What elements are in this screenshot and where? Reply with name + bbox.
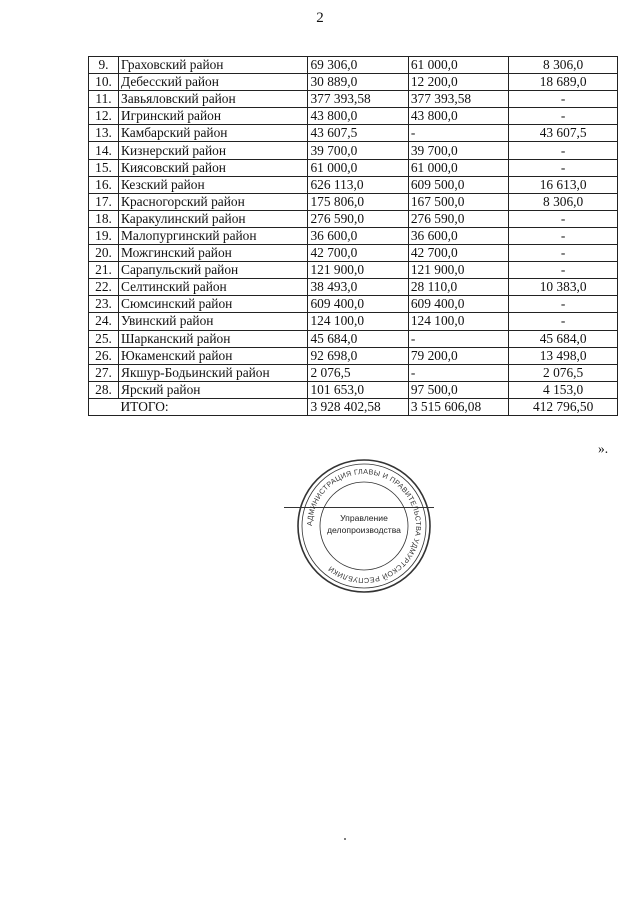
total-amount: 121 900,0 [308,262,408,279]
district-name: Граховский район [119,57,308,74]
amount-col3: - [509,108,618,125]
row-number: 12. [89,108,119,125]
total-amount: 609 400,0 [308,296,408,313]
amount-col2: 61 000,0 [408,57,508,74]
table-row [89,176,618,193]
total-value-3: 412 796,50 [509,398,618,415]
amount-col3: - [509,313,618,330]
row-number: 13. [89,125,119,142]
district-name: Игринский район [119,108,308,125]
total-amount: 61 000,0 [308,159,408,176]
official-seal [296,458,432,594]
row-number: 16. [89,176,119,193]
total-amount: 36 600,0 [308,227,408,244]
amount-col2: 167 500,0 [408,193,508,210]
total-amount: 377 393,58 [308,91,408,108]
district-name: Красногорский район [119,193,308,210]
total-amount: 69 306,0 [308,57,408,74]
table-row [89,91,618,108]
amount-col2: 609 500,0 [408,176,508,193]
total-value-1: 3 928 402,58 [308,398,408,415]
total-amount: 626 113,0 [308,176,408,193]
row-number: 14. [89,142,119,159]
district-name: Кизнерский район [119,142,308,159]
table-row [89,262,618,279]
amount-col3: 18 689,0 [509,74,618,91]
table-body [89,57,618,416]
total-label: ИТОГО: [119,398,308,415]
district-name: Дебесский район [119,74,308,91]
total-amount: 175 806,0 [308,193,408,210]
total-amount: 39 700,0 [308,142,408,159]
amount-col2: 97 500,0 [408,381,508,398]
table-row [89,313,618,330]
budget-table [88,56,618,416]
table-row [89,330,618,347]
total-row [89,398,618,415]
table-row [89,57,618,74]
row-number: 25. [89,330,119,347]
amount-col2: 42 700,0 [408,245,508,262]
district-name: Завьяловский район [119,91,308,108]
amount-col3: - [509,159,618,176]
amount-col3: - [509,142,618,159]
row-number: 10. [89,74,119,91]
table-row [89,159,618,176]
district-name: Сюмсинский район [119,296,308,313]
table-row [89,142,618,159]
table-row [89,108,618,125]
district-name: Сарапульский район [119,262,308,279]
table-row [89,227,618,244]
table-row [89,279,618,296]
row-number: 15. [89,159,119,176]
amount-col2: 61 000,0 [408,159,508,176]
row-number: 20. [89,245,119,262]
total-amount: 45 684,0 [308,330,408,347]
total-amount: 92 698,0 [308,347,408,364]
amount-col3: - [509,227,618,244]
total-amount: 43 607,5 [308,125,408,142]
district-name: Якшур-Бодьинский район [119,364,308,381]
total-amount: 2 076,5 [308,364,408,381]
amount-col2: 12 200,0 [408,74,508,91]
district-name: Камбарский район [119,125,308,142]
page-number: 2 [316,10,324,26]
amount-col3: 43 607,5 [509,125,618,142]
seal-ring-text: АДМИНИСТРАЦИЯ ГЛАВЫ И ПРАВИТЕЛЬСТВА УДМУРТСКОЙ РЕСПУБЛИКИ [304,466,424,586]
amount-col2: 28 110,0 [408,279,508,296]
amount-col3: 4 153,0 [509,381,618,398]
amount-col2: 36 600,0 [408,227,508,244]
seal-center-line1: Управление [340,513,388,523]
amount-col3: - [509,210,618,227]
row-number: 17. [89,193,119,210]
district-name: Ярский район [119,381,308,398]
amount-col2: - [408,330,508,347]
table-row [89,347,618,364]
seal-center-line2: делопроизводства [327,525,401,535]
row-number: 9. [89,57,119,74]
table-row [89,364,618,381]
row-number: 23. [89,296,119,313]
amount-col3: 13 498,0 [509,347,618,364]
row-number: 11. [89,91,119,108]
amount-col2: 39 700,0 [408,142,508,159]
district-name: Увинский район [119,313,308,330]
closing-quote: ». [598,441,609,456]
district-name: Можгинский район [119,245,308,262]
amount-col3: - [509,91,618,108]
district-name: Каракулинский район [119,210,308,227]
amount-col2: 609 400,0 [408,296,508,313]
amount-col2: 377 393,58 [408,91,508,108]
district-name: Кезский район [119,176,308,193]
total-amount: 30 889,0 [308,74,408,91]
total-amount: 101 653,0 [308,381,408,398]
total-value-2: 3 515 606,08 [408,398,508,415]
amount-col2: 121 900,0 [408,262,508,279]
amount-col3: - [509,296,618,313]
table-row [89,193,618,210]
footer-mark [344,838,346,840]
amount-col3: 8 306,0 [509,193,618,210]
amount-col3: 2 076,5 [509,364,618,381]
row-number: 24. [89,313,119,330]
amount-col2: 43 800,0 [408,108,508,125]
total-amount: 38 493,0 [308,279,408,296]
district-name: Селтинский район [119,279,308,296]
row-number: 18. [89,210,119,227]
total-blank-cell [89,398,119,415]
amount-col3: - [509,245,618,262]
table-row [89,210,618,227]
amount-col3: 10 383,0 [509,279,618,296]
row-number: 28. [89,381,119,398]
table-row [89,245,618,262]
amount-col2: 276 590,0 [408,210,508,227]
amount-col3: - [509,262,618,279]
row-number: 21. [89,262,119,279]
amount-col2: - [408,125,508,142]
total-amount: 42 700,0 [308,245,408,262]
table-row [89,74,618,91]
table-row [89,125,618,142]
amount-col3: 8 306,0 [509,57,618,74]
amount-col3: 45 684,0 [509,330,618,347]
district-name: Малопургинский район [119,227,308,244]
table-row [89,296,618,313]
total-amount: 43 800,0 [308,108,408,125]
row-number: 19. [89,227,119,244]
amount-col2: 79 200,0 [408,347,508,364]
district-name: Юкаменский район [119,347,308,364]
amount-col2: - [408,364,508,381]
amount-col3: 16 613,0 [509,176,618,193]
district-name: Киясовский район [119,159,308,176]
total-amount: 276 590,0 [308,210,408,227]
total-amount: 124 100,0 [308,313,408,330]
table-row [89,381,618,398]
row-number: 27. [89,364,119,381]
amount-col2: 124 100,0 [408,313,508,330]
row-number: 22. [89,279,119,296]
district-name: Шарканский район [119,330,308,347]
row-number: 26. [89,347,119,364]
